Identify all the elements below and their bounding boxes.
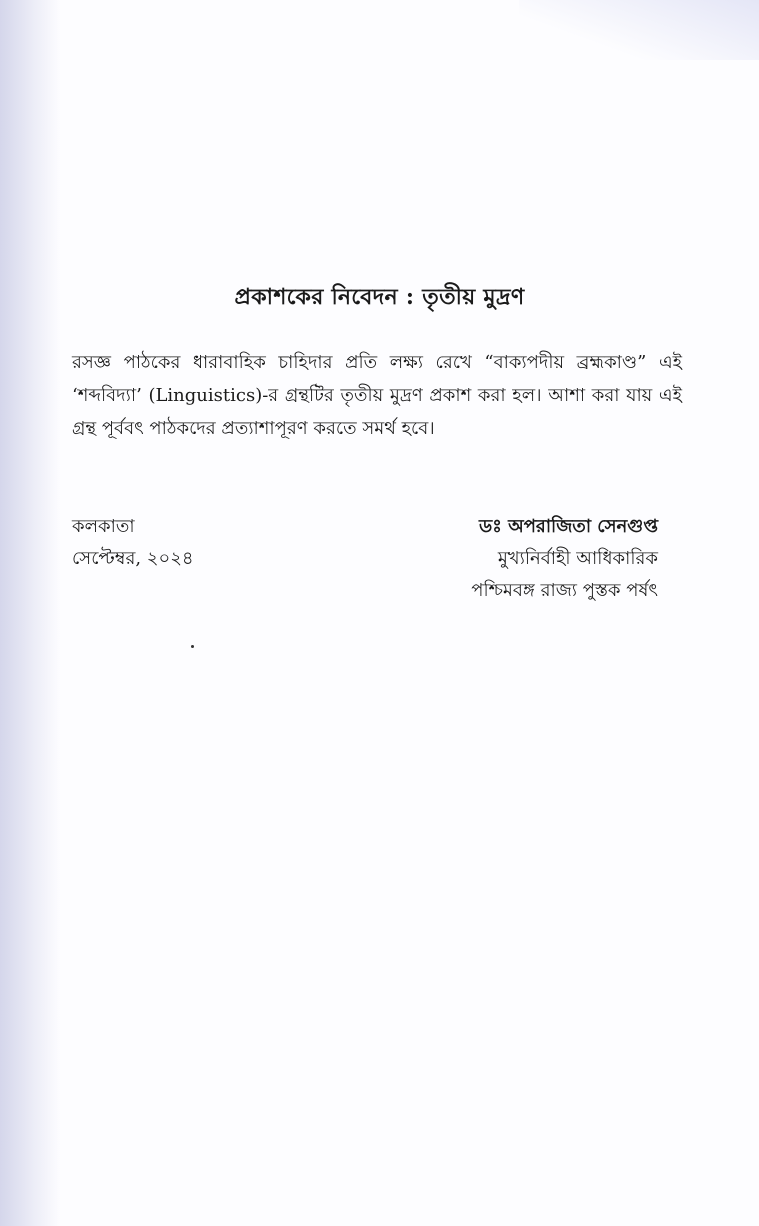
place: কলকাতা [72,516,135,537]
body-paragraph: রসজ্ঞ পাঠকের ধারাবাহিক চাহিদার প্রতি লক্ষ্য রেখে “বাক্যপদীয় ব্রহ্মকাণ্ড” এই ‘শব্দবিদ্যা’ (Linguistics)-র গ্রন্থটির তৃতীয় মুদ্রণ প্রকাশ করা হল। আশা করা যায় এই গ্রন্থ পূর্ববৎ পাঠকদের প্রত্যাশাপূরণ করতে সমর্থ হবে। [72,352,682,439]
signatory-organization: পশ্চিমবঙ্গ রাজ্য পুস্তক পর্ষৎ [471,580,658,601]
page-title: প্রকাশকের নিবেদন : তৃতীয় মুদ্রণ [234,284,525,310]
signatory-name: ডঃ অপরাজিতা সেনগুপ্ত [479,516,658,537]
binding-shadow [0,0,60,1226]
place-date-block [72,511,194,575]
signatory-block [380,511,658,607]
date: সেপ্টেম্বর, ২০২৪ [72,548,194,569]
scan-shade [519,0,759,60]
signatory-designation: মুখ্যনির্বাহী আধিকারিক [497,548,658,569]
stray-mark [191,645,194,648]
